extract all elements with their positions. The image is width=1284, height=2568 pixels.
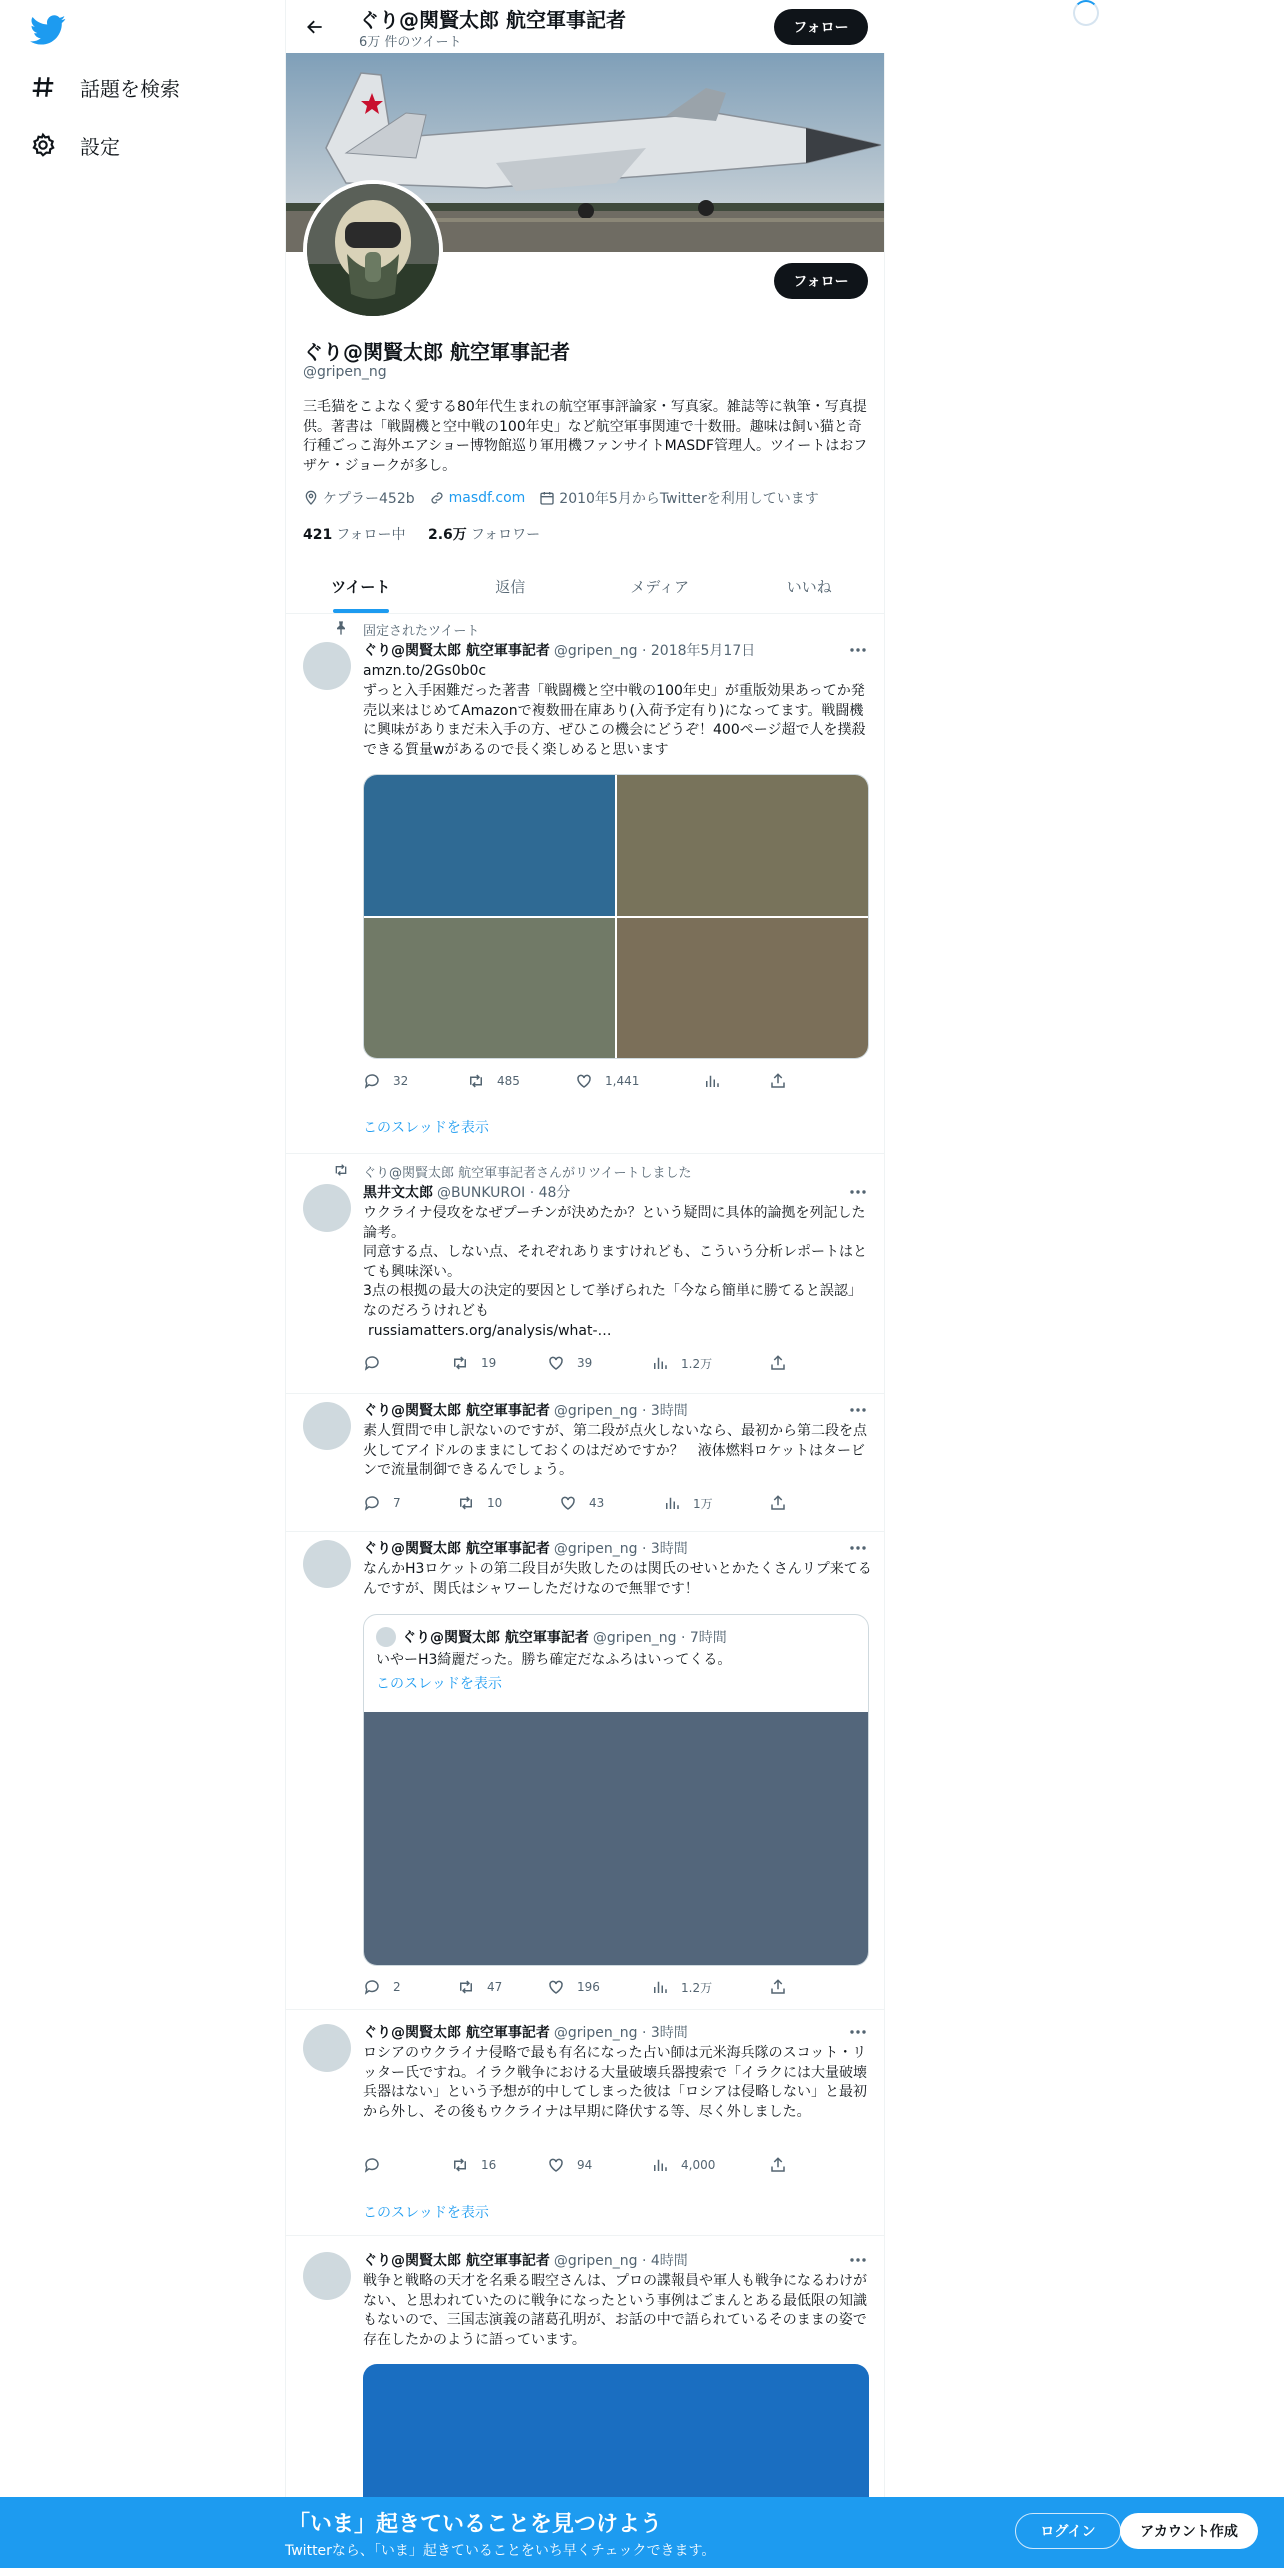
heart-icon	[547, 2156, 565, 2174]
share-button[interactable]	[769, 1978, 799, 1996]
views-count: 1.2万	[681, 1356, 713, 1371]
reply-button[interactable]	[363, 1354, 393, 1372]
more-options-icon[interactable]	[848, 2024, 868, 2040]
tweet-header	[363, 2250, 688, 2270]
back-arrow-icon[interactable]	[300, 12, 330, 42]
media-image[interactable]	[617, 775, 869, 916]
avatar[interactable]	[303, 1402, 351, 1450]
views-chart-icon	[651, 2156, 669, 2174]
more-options-icon[interactable]	[848, 1184, 868, 1200]
author-name[interactable]: 黒井文太郎	[363, 1185, 433, 1201]
share-icon	[769, 1354, 787, 1372]
author-name[interactable]: ぐり@関賢太郎 航空軍事記者	[363, 2025, 550, 2041]
tweet-actions	[363, 1494, 783, 1514]
tweet-link[interactable]: amzn.to/2Gs0b0c	[363, 663, 487, 679]
website-link[interactable]: masdf.com	[448, 490, 526, 506]
author-handle[interactable]: @BUNKUROI · 48分	[437, 1185, 571, 1201]
views-button[interactable]	[703, 1072, 733, 1090]
tweet-header	[363, 640, 755, 660]
retweet-button[interactable]	[467, 1072, 520, 1090]
retweet-count: 16	[481, 2158, 497, 2172]
reply-icon	[363, 1354, 381, 1372]
like-count: 94	[577, 2158, 593, 2172]
retweet-button[interactable]	[451, 1354, 496, 1372]
tab-likes[interactable]: いいね	[786, 578, 832, 596]
sidebar-item-label: 話題を検索	[80, 76, 180, 101]
reply-icon	[363, 1978, 381, 1996]
views-count: 1.2万	[681, 1980, 713, 1995]
avatar[interactable]	[303, 642, 351, 690]
author-handle[interactable]: @gripen_ng · 2018年5月17日	[553, 643, 756, 659]
location-pin-icon	[303, 490, 319, 506]
like-count: 43	[589, 1496, 605, 1510]
twitter-logo-icon[interactable]	[30, 12, 66, 48]
tweet-header	[363, 1400, 688, 1420]
tweet-text: 戦争と戦略の天才を名乗る暇空さんは、プロの諜報員や軍人も戦争になるわけがない、と思われていたのに戦争になったという事例はごまんとある最低限の知識もないので、三国志演義の諸葛孔明が、お話の中で語られているそのままの姿で存在したかのように語っています。	[363, 2273, 867, 2348]
top-bar-name: ぐり@関賢太郎 航空軍事記者	[359, 8, 626, 32]
profile-avatar[interactable]	[303, 180, 443, 320]
tweet[interactable]	[286, 1394, 884, 1532]
quote-text: いやーH3綺麗だった。勝ち確定だなふろはいってくる。	[376, 1652, 732, 1668]
reply-icon	[363, 1494, 381, 1512]
followers-label: フォロワー	[470, 527, 541, 543]
hashtag-icon	[30, 74, 56, 100]
like-button[interactable]	[547, 2156, 592, 2174]
login-button[interactable]: ログイン	[1015, 2513, 1121, 2549]
share-icon	[769, 1494, 787, 1512]
tweet-count: 6万 件のツイート	[359, 35, 462, 50]
top-bar	[286, 0, 886, 53]
tweet-text: ウクライナ侵攻をなぜプーチンが決めたか？という疑問に具体的論拠を列記した論考。 同意する点、しない点、それぞれありますけれども、こういう分析レポートはとても興味深い。 3点の根拠の最大の決定的要因として挙げられた「今なら簡単に勝てると誤認」なのだろうけれども	[363, 1205, 867, 1319]
reply-button[interactable]	[363, 1072, 408, 1090]
retweet-button[interactable]	[451, 2156, 496, 2174]
views-chart-icon	[651, 1978, 669, 1996]
like-count: 196	[577, 1980, 600, 1994]
retweet-count: 10	[487, 1496, 503, 1510]
tweet-header	[363, 1182, 570, 1202]
share-icon	[769, 1978, 787, 1996]
retweet-icon	[451, 1354, 469, 1372]
followers-stat[interactable]	[428, 527, 540, 543]
views-count: 1万	[693, 1496, 713, 1511]
author-name[interactable]: ぐり@関賢太郎 航空軍事記者	[363, 2253, 550, 2269]
follow-button[interactable]: フォロー	[774, 263, 868, 299]
views-button[interactable]	[663, 1494, 713, 1512]
profile-bio: 三毛猫をこよなく愛する80年代生まれの航空軍事評論家・写真家。雑誌等に執筆・写真提供。著書は「戦闘機と空中戦の100年史」など航空軍事関連で十数冊。趣味は飼い猫と奇行種ごっこ海外エアショー博物館巡り軍用機ファンサイトMASDF管理人。ツイートはおフザケ・ジョークが多し。	[303, 399, 868, 474]
media-image[interactable]	[617, 918, 869, 1059]
quote-media-image[interactable]	[364, 1712, 869, 1966]
share-button[interactable]	[769, 2156, 799, 2174]
author-handle[interactable]: @gripen_ng · 4時間	[553, 2253, 688, 2269]
loading-spinner-icon	[1073, 0, 1099, 26]
sidebar-item-label: 設定	[80, 134, 120, 159]
quote-author-handle: @gripen_ng · 7時間	[592, 1630, 727, 1646]
reply-button[interactable]	[363, 2156, 393, 2174]
like-count: 39	[577, 1356, 593, 1370]
tab-media[interactable]: メディア	[630, 578, 690, 596]
sidebar-item-settings[interactable]	[30, 125, 120, 165]
following-count: 421	[303, 527, 333, 543]
author-name[interactable]: ぐり@関賢太郎 航空軍事記者	[363, 1403, 550, 1419]
views-chart-icon	[703, 1072, 721, 1090]
like-count: 1,441	[605, 1074, 640, 1088]
share-icon	[769, 1072, 787, 1090]
retweet-button[interactable]	[457, 1494, 502, 1512]
quoted-tweet[interactable]	[363, 1614, 869, 1966]
like-button[interactable]	[547, 1978, 600, 1996]
tweet-header	[363, 1538, 688, 1558]
tweet-text: なんかH3ロケットの第二段目が失敗したのは関氏のせいとかたくさんリプ来てるんですが、関氏はシャワーしただけなので無罪です！	[363, 1561, 872, 1597]
location-item	[303, 488, 415, 508]
retweet-icon	[457, 1978, 475, 1996]
profile-handle: @gripen_ng	[303, 364, 387, 380]
views-chart-icon	[663, 1494, 681, 1512]
top-follow-button[interactable]: フォロー	[774, 9, 868, 45]
retweet-button[interactable]	[457, 1978, 502, 1996]
heart-icon	[575, 1072, 593, 1090]
quote-avatar	[376, 1627, 396, 1647]
calendar-icon	[539, 490, 555, 506]
retweet-icon	[457, 1494, 475, 1512]
retweet-label[interactable]: ぐり@関賢太郎 航空軍事記者さんがリツイートしました	[363, 1166, 692, 1181]
bottom-bar-title: 「いま」起きていることを見つけよう	[288, 2512, 663, 2537]
pinned-label: 固定されたツイート	[363, 624, 480, 639]
show-thread-link[interactable]: このスレッドを表示	[363, 2205, 489, 2221]
views-button[interactable]	[651, 1354, 712, 1372]
tweet-actions	[363, 1354, 783, 1374]
media-grid[interactable]	[363, 774, 869, 1059]
main-column	[285, 0, 885, 2568]
bottom-bar-subtitle: Twitterなら、「いま」起きていることをいち早くチェックできます。	[285, 2543, 716, 2559]
media-image[interactable]	[364, 918, 615, 1059]
sidebar-item-explore[interactable]	[30, 67, 180, 107]
tweet-text: ずっと入手困難だった著書「戦闘機と空中戦の100年史」が重版効果あってか発売以来はじめてAmazonで複数冊在庫あり(入荷予定有り)になってます。戦闘機に興味がありまだ未入手の方、ぜひこの機会にどうぞ！400ページ超で人を撲殺できる質量wがあるので長く楽しめると思います	[363, 683, 866, 758]
tweet-actions	[363, 2156, 783, 2176]
tab-replies[interactable]: 返信	[495, 578, 526, 596]
reply-icon	[363, 2156, 381, 2174]
profile-tabs	[286, 560, 884, 614]
tweet-link[interactable]: russiamatters.org/analysis/what-…	[368, 1323, 612, 1339]
avatar[interactable]	[303, 2252, 351, 2300]
tab-tweets[interactable]: ツイート	[286, 560, 436, 613]
more-options-icon[interactable]	[848, 1402, 868, 1418]
retweet-context-icon	[333, 1162, 349, 1178]
author-name[interactable]: ぐり@関賢太郎 航空軍事記者	[363, 643, 550, 659]
joined-text: 2010年5月からTwitterを利用しています	[559, 491, 819, 507]
retweet-icon	[451, 2156, 469, 2174]
pilot-avatar-image	[307, 184, 439, 316]
author-handle[interactable]: @gripen_ng · 3時間	[553, 2025, 688, 2041]
tweet-text: ロシアのウクライナ侵略で最も有名になった占い師は元米海兵隊のスコット・リッター氏ですね。イラク戦争における大量破壊兵器捜索で「イラクには大量破壊兵器はない」という予想が的中してしまった彼は「ロシアは侵略しない」と最初から外し、その後もウクライナは早期に降伏する等、尽く外しました。	[363, 2045, 867, 2120]
pin-icon	[333, 620, 349, 636]
tweet-header	[363, 2022, 688, 2042]
share-button[interactable]	[769, 1494, 799, 1512]
following-stat[interactable]	[303, 527, 406, 543]
website-item[interactable]	[429, 490, 526, 506]
quote-author-name: ぐり@関賢太郎 航空軍事記者	[402, 1630, 589, 1646]
views-chart-icon	[651, 1354, 669, 1372]
share-icon	[769, 2156, 787, 2174]
retweet-icon	[467, 1072, 485, 1090]
tweet-retweeted[interactable]	[286, 1154, 884, 1394]
share-button[interactable]	[769, 1072, 799, 1090]
views-button[interactable]	[651, 1978, 712, 1996]
retweet-count: 19	[481, 1356, 497, 1370]
retweet-count: 47	[487, 1980, 503, 1994]
tweet-with-quote[interactable]	[286, 1532, 884, 2010]
author-handle[interactable]: @gripen_ng · 3時間	[553, 1541, 688, 1557]
like-button[interactable]	[575, 1072, 639, 1090]
tweet-actions	[363, 1072, 783, 1092]
reply-count: 32	[393, 1074, 409, 1088]
followers-count: 2.6万	[428, 527, 467, 543]
profile-name: ぐり@関賢太郎 航空軍事記者	[303, 340, 570, 364]
signup-button[interactable]: アカウント作成	[1120, 2513, 1258, 2549]
following-label: フォロー中	[336, 527, 406, 543]
heart-icon	[547, 1978, 565, 1996]
tweet-text: 素人質問で申し訳ないのですが、第二段が点火しないなら、最初から第二段を点火してアイドルのままにしておくのはだめですか？ 液体燃料ロケットはタービンで流量制御できるんでしょう。	[363, 1423, 867, 1478]
views-button[interactable]	[651, 2156, 715, 2174]
avatar[interactable]	[303, 1184, 351, 1232]
reply-button[interactable]	[363, 1978, 401, 1996]
tweet-actions	[363, 1978, 783, 1998]
reply-icon	[363, 1072, 381, 1090]
quote-show-thread-link[interactable]: このスレッドを表示	[376, 1676, 502, 1692]
location-text: ケプラー452b	[323, 491, 415, 507]
signup-bottom-bar	[0, 2497, 1284, 2568]
author-name[interactable]: ぐり@関賢太郎 航空軍事記者	[363, 1541, 550, 1557]
more-options-icon[interactable]	[848, 642, 868, 658]
reply-count: 7	[393, 1496, 401, 1510]
reply-button[interactable]	[363, 1494, 401, 1512]
joined-item	[539, 488, 818, 508]
avatar[interactable]	[303, 1540, 351, 1588]
media-image[interactable]	[364, 775, 615, 916]
profile-stats	[303, 524, 540, 544]
link-icon	[429, 490, 445, 506]
avatar[interactable]	[303, 2024, 351, 2072]
more-options-icon[interactable]	[848, 2252, 868, 2268]
more-options-icon[interactable]	[848, 1540, 868, 1556]
quote-header	[402, 1627, 727, 1647]
heart-icon	[559, 1494, 577, 1512]
like-button[interactable]	[559, 1494, 604, 1512]
retweet-count: 485	[497, 1074, 520, 1088]
heart-icon	[547, 1354, 565, 1372]
views-count: 4,000	[681, 2158, 716, 2172]
like-button[interactable]	[547, 1354, 592, 1372]
profile-meta	[303, 488, 833, 508]
author-handle[interactable]: @gripen_ng · 3時間	[553, 1403, 688, 1419]
show-thread-link[interactable]: このスレッドを表示	[363, 1120, 489, 1136]
reply-count: 2	[393, 1980, 401, 1994]
share-button[interactable]	[769, 1354, 799, 1372]
gear-icon	[30, 132, 56, 158]
tweet[interactable]	[286, 2010, 884, 2236]
tweet-pinned[interactable]	[286, 614, 884, 1154]
